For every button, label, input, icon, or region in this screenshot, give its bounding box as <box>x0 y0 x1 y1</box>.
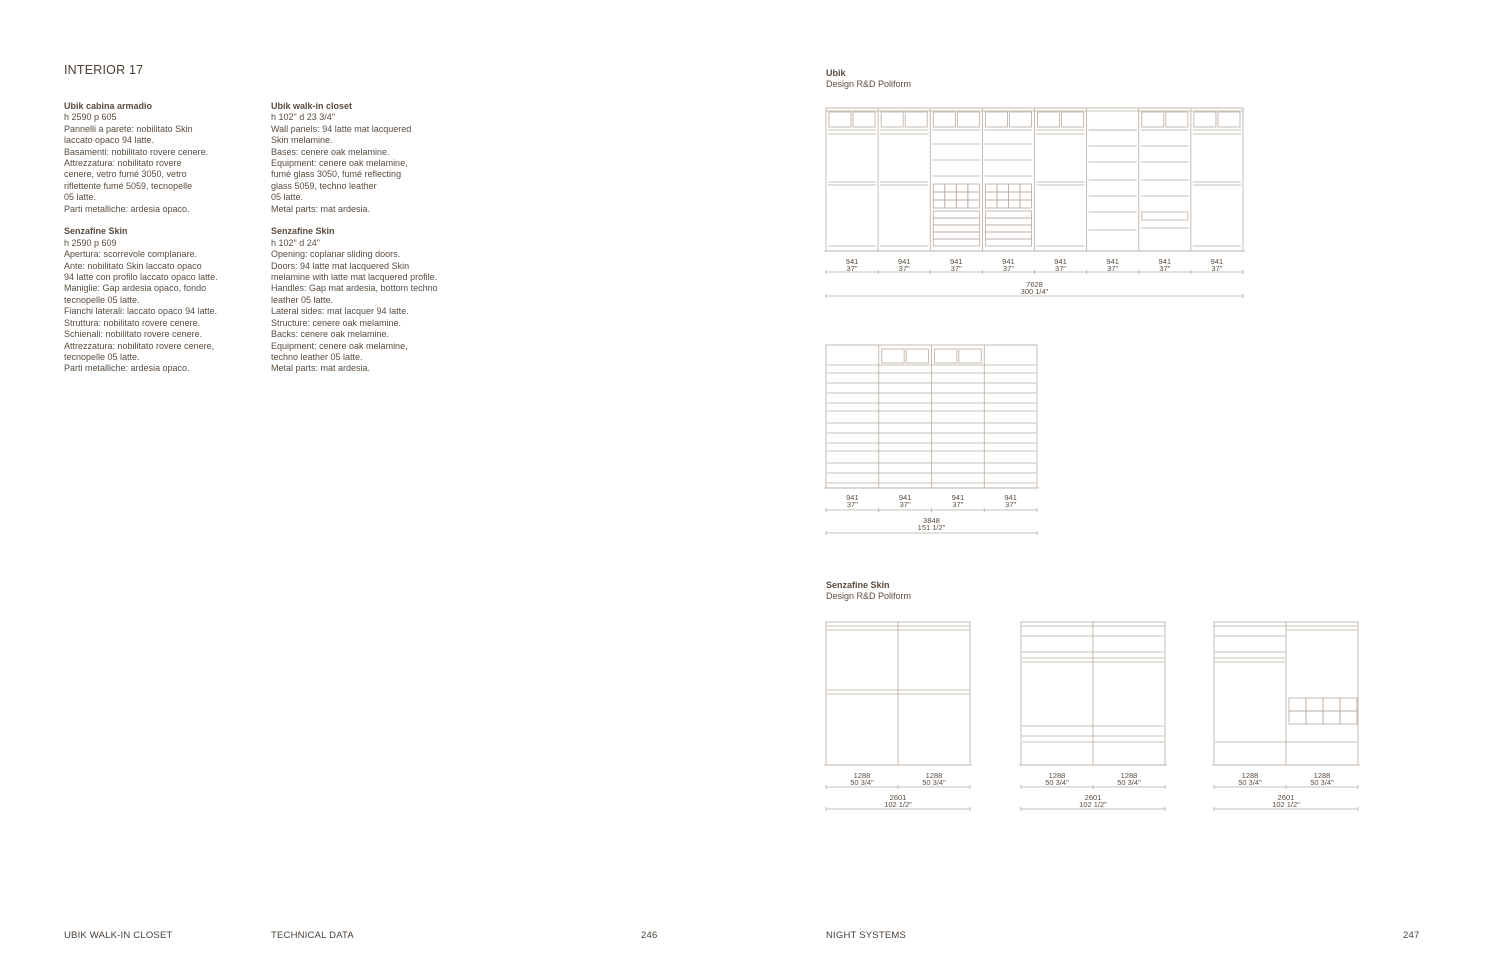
page-title: INTERIOR 17 <box>64 63 144 77</box>
tray-cell <box>968 184 980 192</box>
spec-line: techno leather 05 latte. <box>271 351 363 362</box>
tray-cell <box>985 192 997 200</box>
drawer-front <box>933 225 979 232</box>
senzafine-title: Senzafine Skin <box>826 580 890 590</box>
footer-subsection: TECHNICAL DATA <box>271 930 354 941</box>
spec-line: melamine with latte mat lacquered profile. <box>271 272 438 283</box>
dimension-label: 50 3/4" <box>1117 778 1141 787</box>
dimension-label: 941 <box>846 493 859 502</box>
drawer-box <box>985 112 1007 127</box>
spec-line: Parti metalliche: ardesia opaco. <box>64 203 190 214</box>
spec-line: glass 5059, techno leather <box>271 180 377 191</box>
tray-cell <box>956 192 968 200</box>
spec-line: Pannelli a parete: nobilitato Skin <box>64 123 193 134</box>
spec-line: Wall panels: 94 latte mat lacquered <box>271 123 412 134</box>
tray-cell <box>1323 711 1340 724</box>
drawer-box <box>1142 112 1164 127</box>
tray-cell <box>1340 711 1357 724</box>
ubik-title: Ubik <box>826 68 846 78</box>
drawer-front <box>933 232 979 239</box>
tray-cell <box>933 184 945 192</box>
dimension-label: 1288 <box>1313 771 1331 780</box>
drawer-box <box>881 112 903 127</box>
tray-cell <box>945 192 957 200</box>
spec-line: 94 latte con profilo laccato opaco latte. <box>64 272 218 283</box>
dimension-label: 1288 <box>1048 771 1066 780</box>
dimension-label: 1288 <box>1120 771 1138 780</box>
tray-cell <box>1306 698 1323 711</box>
spec-line: Apertura: scorrevole complanare. <box>64 249 198 260</box>
spec-heading: Ubik cabina armadio <box>64 101 153 111</box>
drawer-box <box>853 112 875 127</box>
dimension-label: 1288 <box>1241 771 1259 780</box>
tray-cell <box>985 200 997 208</box>
dimension-label: 37" <box>898 264 910 273</box>
dimension-label: 37" <box>1107 264 1119 273</box>
spec-line: Maniglie: Gap ardesia opaco, fondo <box>64 283 207 294</box>
drawer-box <box>882 349 904 363</box>
dimension-label: 37" <box>1159 264 1171 273</box>
spec-line: Fianchi laterali: laccato opaco 94 latte. <box>64 306 218 317</box>
tray-cell <box>945 200 957 208</box>
spec-line: tecnopelle 05 latte. <box>64 294 140 305</box>
page-number-left: 246 <box>641 930 658 941</box>
spec-line: cenere, vetro fumé 3050, vetro <box>64 169 187 180</box>
tray-cell <box>968 192 980 200</box>
tray-cell <box>933 200 945 208</box>
tray-cell <box>997 200 1009 208</box>
spec-line: Parti metalliche: ardesia opaco. <box>64 363 190 374</box>
spec-line: laccato opaco 94 latte. <box>64 135 155 146</box>
drawer-box <box>957 112 979 127</box>
drawer-box <box>959 349 981 363</box>
dimension-label: 50 3/4" <box>850 778 874 787</box>
dimension-label: 941 <box>1054 257 1067 266</box>
spec-line: Attrezzatura: nobilitato rovere cenere, <box>64 340 215 351</box>
dimension-label: 50 3/4" <box>1310 778 1334 787</box>
dimension-label: 3848 <box>923 516 940 525</box>
dimension-label: 941 <box>951 493 965 502</box>
dimension-label: 941 <box>1004 493 1017 502</box>
dimension-label: 37" <box>952 500 964 509</box>
spec-line: tecnopelle 05 latte. <box>64 351 140 362</box>
dimension-label: 37" <box>950 264 962 273</box>
drawer-box <box>1194 112 1216 127</box>
tray-cell <box>1020 200 1032 208</box>
drawer-front <box>1142 212 1188 220</box>
drawer-box <box>1038 112 1060 127</box>
dimension-label: 941 <box>1158 257 1172 266</box>
dimension-label: 37" <box>1002 264 1014 273</box>
spec-heading: Senzafine Skin <box>64 226 128 237</box>
spec-line: Basamenti: nobilitato rovere cenere. <box>64 146 209 157</box>
spec-line: h 102" d 24" <box>271 237 320 248</box>
spec-line: Doors: 94 latte mat lacquered Skin <box>271 260 410 271</box>
drawer-front <box>985 232 1031 239</box>
drawer-front <box>933 239 979 246</box>
tray-cell <box>1008 200 1020 208</box>
drawer-front <box>933 211 979 218</box>
tray-cell <box>1020 192 1032 200</box>
tray-cell <box>997 192 1009 200</box>
drawer-box <box>829 112 851 127</box>
page-number-right: 247 <box>1403 930 1420 941</box>
spec-line: Backs: cenere oak melamine. <box>271 329 390 340</box>
spec-line: Ante: nobilitato Skin laccato opaco <box>64 260 202 271</box>
spec-line: 05 latte. <box>64 192 97 203</box>
spec-heading: Ubik walk-in closet <box>271 101 353 111</box>
tray-cell <box>956 200 968 208</box>
drawer-front <box>985 225 1031 232</box>
spec-line: fumé glass 3050, fumé reflecting <box>271 169 402 180</box>
spec-line: h 102" d 23 3/4" <box>271 112 335 123</box>
dimension-label: 7628 <box>1026 280 1043 289</box>
dimension-label: 102 1/2" <box>1079 800 1107 809</box>
dimension-label: 941 <box>1210 257 1224 266</box>
dimension-label: 37" <box>1005 500 1017 509</box>
dimension-label: 2601 <box>1084 793 1102 802</box>
footer-section: UBIK WALK-IN CLOSET <box>64 930 173 941</box>
drawer-box <box>933 112 955 127</box>
tray-cell <box>1340 698 1357 711</box>
spec-line: h 2590 p 609 <box>64 237 117 248</box>
dimension-label: 151 1/2" <box>917 523 946 532</box>
dimension-label: 102 1/2" <box>1272 800 1300 809</box>
drawer-front <box>985 239 1031 246</box>
spec-line: Struttura: nobilitato rovere cenere. <box>64 317 201 328</box>
spec-line: h 2590 p 605 <box>64 112 117 123</box>
dimension-label: 941 <box>950 257 963 266</box>
dimension-label: 37" <box>846 264 858 273</box>
tray-cell <box>945 184 957 192</box>
drawer-front <box>985 211 1031 218</box>
spec-line: Metal parts: mat ardesia. <box>271 203 371 214</box>
tray-cell <box>1323 698 1340 711</box>
dimension-label: 37" <box>1211 264 1223 273</box>
dimension-label: 941 <box>1002 257 1015 266</box>
tray-cell <box>968 200 980 208</box>
spec-heading: Senzafine Skin <box>271 226 335 237</box>
spec-line: riflettente fumé 5059, tecnopelle <box>64 180 193 191</box>
spec-line: Attrezzatura: nobilitato rovere <box>64 158 182 169</box>
spec-line: Handles: Gap mat ardesia, bottom techno <box>271 283 438 294</box>
footer-section-right: NIGHT SYSTEMS <box>826 930 907 941</box>
drawer-box <box>935 349 957 363</box>
tray-cell <box>956 184 968 192</box>
drawer-front <box>985 218 1031 225</box>
dimension-label: 50 3/4" <box>1045 778 1069 787</box>
dimension-label: 941 <box>845 257 859 266</box>
ubik-designer: Design R&D Poliform <box>826 79 912 89</box>
spec-line: Equipment: cenere oak melamine, <box>271 158 408 169</box>
drawer-box <box>906 349 928 363</box>
spec-line: 05 latte. <box>271 192 304 203</box>
drawer-front <box>933 218 979 225</box>
tray-cell <box>933 192 945 200</box>
dimension-label: 941 <box>1106 257 1119 266</box>
spec-line: Schienali: nobilitato rovere cenere. <box>64 329 203 340</box>
spec-line: Opening: coplanar sliding doors. <box>271 249 401 260</box>
dimension-label: 37" <box>899 500 911 509</box>
dimension-label: 2601 <box>889 793 907 802</box>
spec-line: Bases: cenere oak melamine. <box>271 146 390 157</box>
dimension-label: 102 1/2" <box>884 800 912 809</box>
spec-line: Structure: cenere oak melamine. <box>271 317 402 328</box>
dimension-label: 37" <box>846 500 858 509</box>
spec-line: Equipment: cenere oak melamine, <box>271 340 408 351</box>
tray-cell <box>985 184 997 192</box>
drawer-box <box>905 112 927 127</box>
tray-cell <box>997 184 1009 192</box>
dimension-label: 941 <box>897 257 911 266</box>
tray-cell <box>1008 192 1020 200</box>
drawer-box <box>1062 112 1084 127</box>
dimension-label: 941 <box>898 493 912 502</box>
dimension-label: 300 1/4" <box>1020 287 1049 296</box>
tray-cell <box>1008 184 1020 192</box>
spec-line: Skin melamine. <box>271 135 333 146</box>
drawer-box <box>1218 112 1240 127</box>
spec-line: Lateral sides: mat lacquer 94 latte. <box>271 306 409 317</box>
spec-line: Metal parts: mat ardesia. <box>271 363 371 374</box>
dimension-label: 1288 <box>853 771 871 780</box>
drawer-box <box>1166 112 1188 127</box>
dimension-label: 50 3/4" <box>1238 778 1262 787</box>
senzafine-designer: Design R&D Poliform <box>826 591 912 601</box>
tray-cell <box>1289 711 1306 724</box>
dimension-label: 1288 <box>925 771 943 780</box>
drawer-box <box>1009 112 1031 127</box>
tray-cell <box>1289 698 1306 711</box>
spec-line: leather 05 latte. <box>271 294 334 305</box>
dimension-label: 37" <box>1055 264 1067 273</box>
dimension-label: 50 3/4" <box>922 778 946 787</box>
tray-cell <box>1306 711 1323 724</box>
tray-cell <box>1020 184 1032 192</box>
dimension-label: 2601 <box>1277 793 1295 802</box>
